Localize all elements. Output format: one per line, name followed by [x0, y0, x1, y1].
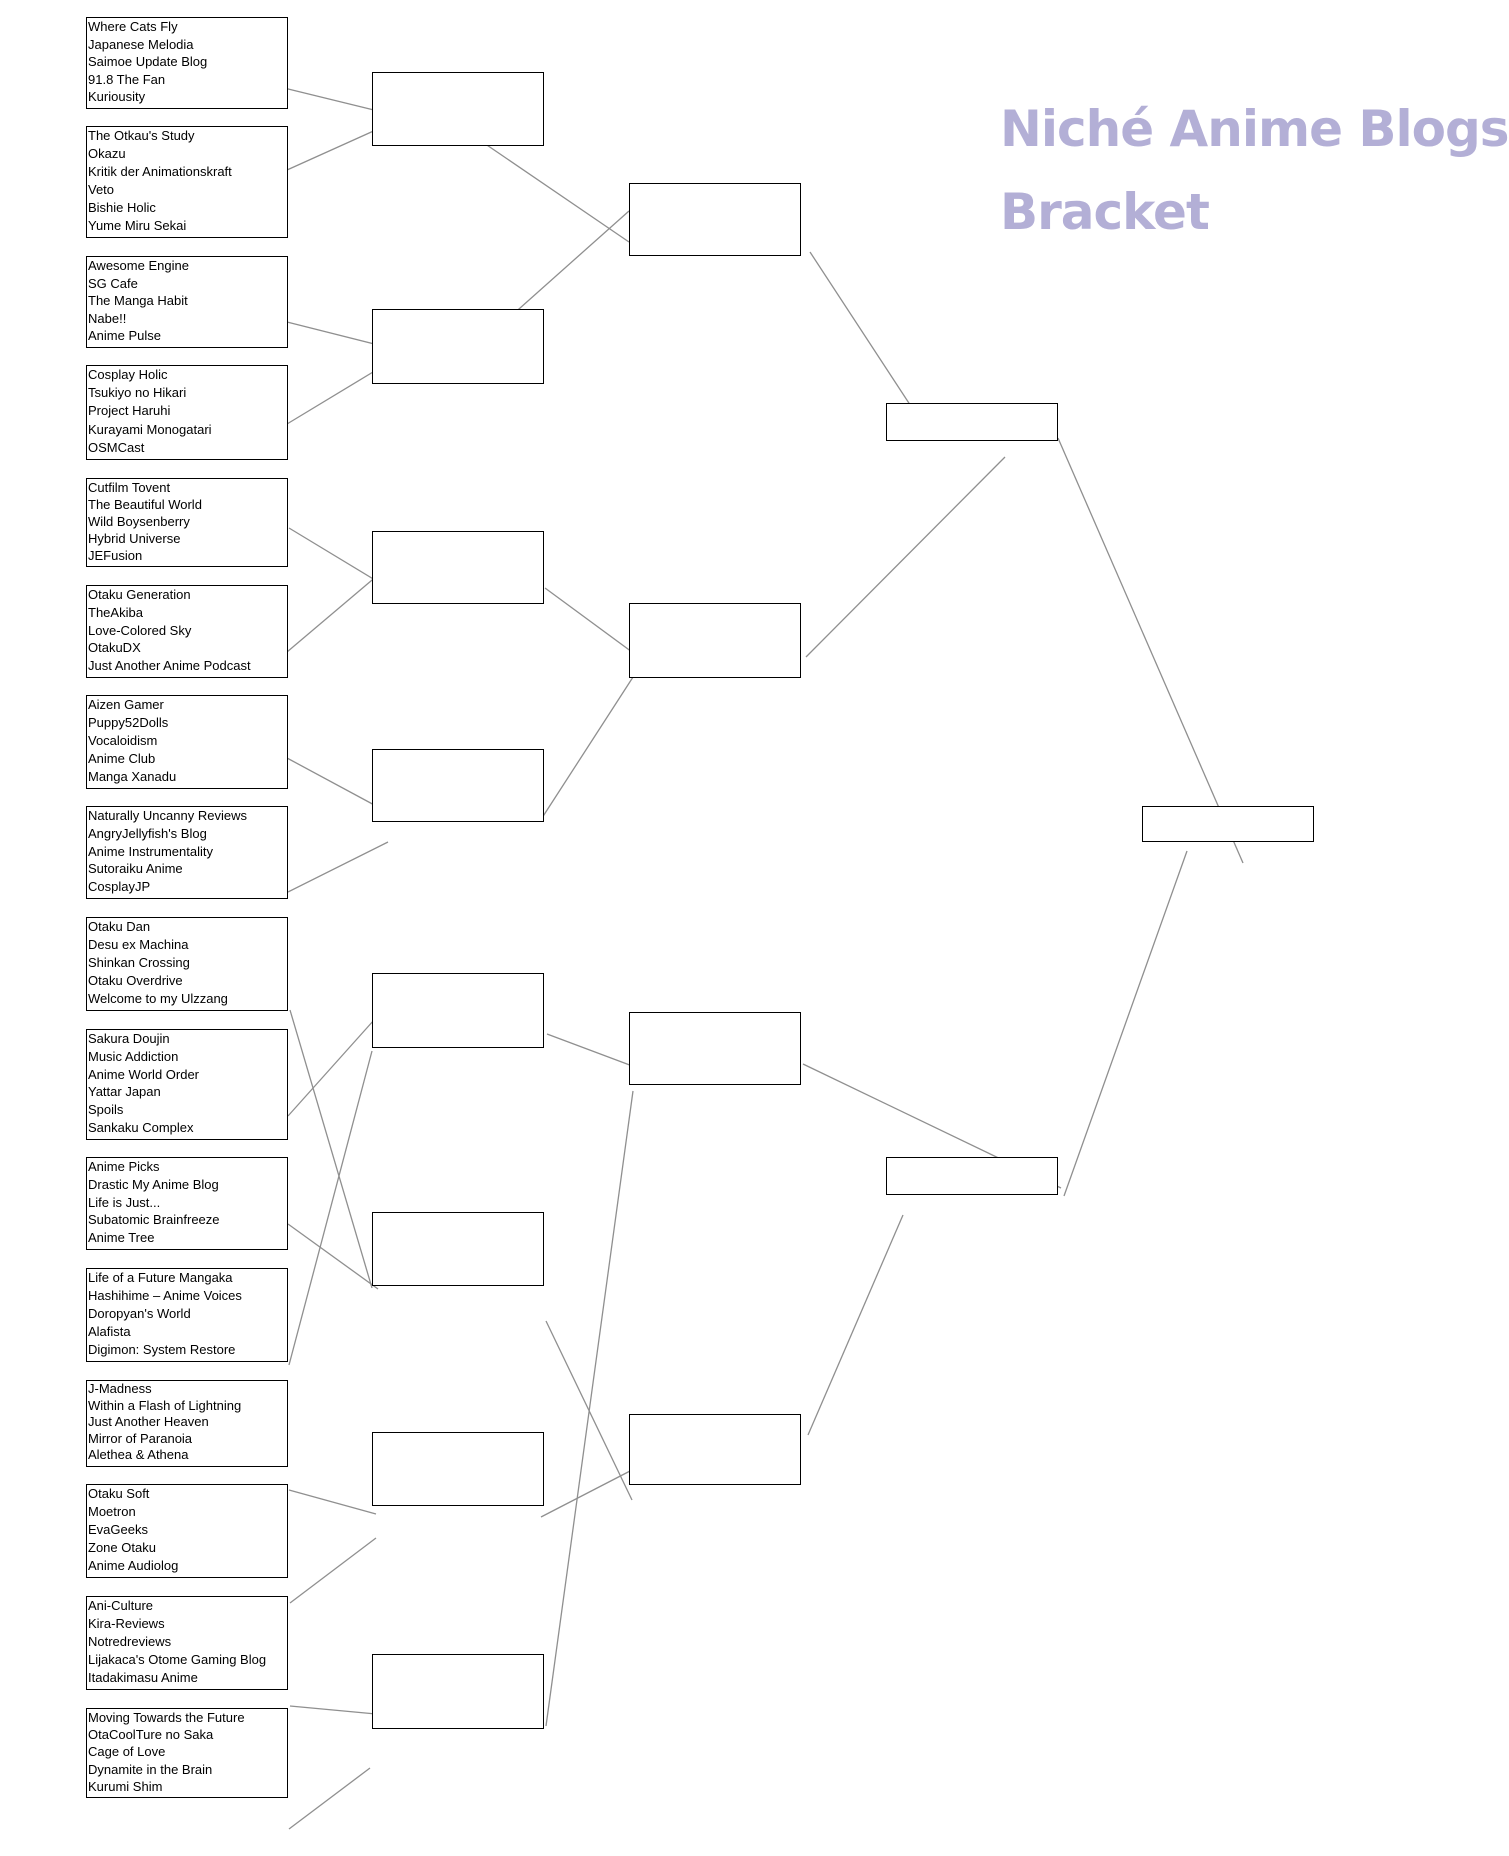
- entrant-name: Where Cats Fly: [88, 19, 178, 34]
- entrant-name: EvaGeeks: [88, 1522, 148, 1537]
- entrant-name: Puppy52Dolls: [88, 715, 169, 730]
- entrant-group: [86, 585, 288, 678]
- entrant-name: Anime World Order: [88, 1066, 200, 1082]
- entrant-name: Drastic My Anime Blog: [88, 1176, 219, 1192]
- connector-line: [290, 1538, 376, 1603]
- connector-line: [287, 129, 378, 170]
- entrant-group: [86, 17, 288, 109]
- entrant-name: Aizen Gamer: [88, 697, 164, 712]
- bracket-slot: [372, 72, 544, 146]
- connector-line: [290, 1706, 376, 1714]
- entrant-name: Just Another Anime Podcast: [88, 658, 251, 674]
- entrant-name: JEFusion: [88, 548, 143, 563]
- bracket-slot: [886, 1157, 1058, 1195]
- entrant-name: Moving Towards the Future: [88, 1710, 245, 1725]
- entrant-name: Life is Just...: [88, 1194, 161, 1210]
- entrant-name: Music Addiction: [88, 1048, 179, 1064]
- entrant-name: Saimoe Update Blog: [88, 54, 208, 70]
- champion-slot: [1142, 806, 1314, 842]
- entrant-name: Otaku Generation: [88, 587, 191, 602]
- entrant-name: Anime Club: [88, 751, 156, 766]
- entrant-name: J-Madness: [88, 1381, 152, 1396]
- entrant-name: Anime Tree: [88, 1230, 155, 1246]
- connector-line: [1064, 851, 1187, 1196]
- entrant-name: Sankaku Complex: [88, 1120, 194, 1136]
- entrant-name: Vocaloidism: [88, 733, 158, 748]
- entrant-name: The Manga Habit: [88, 293, 188, 309]
- entrant-name: Okazu: [88, 146, 126, 161]
- bracket-slot: [886, 403, 1058, 441]
- entrant-name: Wild Boysenberry: [88, 514, 190, 529]
- entrant-name: Doropyan's World: [88, 1306, 191, 1321]
- bracket-title-line-1: Niché Anime Blogs: [1000, 100, 1509, 158]
- entrant-name: Otaku Dan: [88, 919, 151, 934]
- entrant-group: [86, 365, 288, 460]
- entrant-name: Japanese Melodia: [88, 36, 194, 52]
- entrant-name: Project Haruhi: [88, 403, 171, 419]
- entrant-group: [86, 1380, 288, 1467]
- connector-line: [806, 457, 1005, 657]
- bracket-slot: [629, 1012, 801, 1085]
- entrant-name: Cutfilm Tovent: [88, 480, 171, 495]
- entrant-name: Ani-Culture: [88, 1598, 154, 1613]
- entrant-group: [86, 917, 288, 1011]
- entrant-name: Lijakaca's Otome Gaming Blog: [88, 1652, 267, 1667]
- connector-line: [289, 1490, 376, 1514]
- entrant-name: OSMCast: [88, 439, 145, 455]
- entrant-name: Awesome Engine: [88, 258, 189, 273]
- entrant-group: [86, 256, 288, 348]
- bracket-slot: [372, 1212, 544, 1286]
- bracket-slot: [372, 531, 544, 604]
- entrant-name: Alethea & Athena: [88, 1447, 189, 1463]
- bracket-slot: [629, 1414, 801, 1485]
- connector-line: [1058, 438, 1243, 863]
- entrant-group: [86, 478, 288, 567]
- entrant-name: Mirror of Paranoia: [88, 1430, 193, 1446]
- connector-line: [546, 1091, 633, 1726]
- entrant-name: SG Cafe: [88, 275, 138, 291]
- connector-line: [541, 1470, 632, 1517]
- connector-line: [547, 1034, 635, 1067]
- entrant-group: [86, 806, 288, 899]
- entrant-name: Naturally Uncanny Reviews: [88, 808, 247, 823]
- entrant-name: Otaku Soft: [88, 1486, 150, 1501]
- entrant-name: Anime Instrumentality: [88, 843, 213, 859]
- entrant-group: [86, 1708, 288, 1798]
- entrant-name: Tsukiyo no Hikari: [88, 385, 187, 401]
- entrant-name: Hybrid Universe: [88, 531, 181, 546]
- connector-line: [288, 1020, 374, 1116]
- connector-line: [289, 1768, 370, 1829]
- entrant-name: Life of a Future Mangaka: [88, 1270, 233, 1285]
- entrant-name: OtaCoolTure no Saka: [88, 1727, 214, 1743]
- entrant-group: [86, 126, 288, 238]
- connector-line: [287, 369, 378, 424]
- entrant-name: Kuriousity: [88, 89, 146, 105]
- entrant-name: Hashihime – Anime Voices: [88, 1288, 242, 1303]
- entrant-name: Zone Otaku: [88, 1540, 156, 1555]
- entrant-name: Within a Flash of Lightning: [88, 1397, 242, 1413]
- entrant-name: Love-Colored Sky: [88, 622, 192, 638]
- entrant-group: [86, 1484, 288, 1578]
- connector-line: [540, 674, 635, 821]
- entrant-name: TheAkiba: [88, 604, 143, 620]
- entrant-group: [86, 1029, 288, 1140]
- entrant-name: Anime Audiolog: [88, 1558, 179, 1573]
- entrant-name: Subatomic Brainfreeze: [88, 1212, 220, 1228]
- entrant-name: Anime Picks: [88, 1159, 160, 1174]
- bracket-slot: [372, 749, 544, 822]
- connector-line: [280, 87, 378, 111]
- connector-line: [287, 758, 378, 807]
- connector-line: [288, 1224, 378, 1289]
- entrant-group: [86, 1596, 288, 1690]
- entrant-name: Anime Pulse: [88, 328, 161, 344]
- entrant-name: Nabe!!: [88, 310, 127, 326]
- entrant-name: Digimon: System Restore: [88, 1342, 236, 1357]
- entrant-name: Sakura Doujin: [88, 1031, 170, 1046]
- entrant-name: Sutoraiku Anime: [88, 861, 183, 877]
- entrant-name: The Otkau's Study: [88, 128, 195, 143]
- connector-line: [287, 575, 378, 652]
- entrant-group: [86, 695, 288, 789]
- entrant-name: Alafista: [88, 1324, 131, 1339]
- bracket-slot: [372, 309, 544, 384]
- entrant-name: Yattar Japan: [88, 1084, 161, 1100]
- entrant-name: Bishie Holic: [88, 200, 156, 215]
- entrant-name: CosplayJP: [88, 879, 151, 895]
- entrant-name: Cage of Love: [88, 1744, 166, 1760]
- entrant-name: The Beautiful World: [88, 497, 202, 512]
- entrant-name: Desu ex Machina: [88, 937, 189, 952]
- bracket-slot: [372, 1432, 544, 1506]
- entrant-name: Moetron: [88, 1504, 136, 1519]
- entrant-name: Kira-Reviews: [88, 1616, 165, 1631]
- connector-line: [290, 1010, 372, 1288]
- connector-line: [545, 588, 632, 652]
- entrant-name: OtakuDX: [88, 640, 141, 656]
- connector-line: [289, 1051, 372, 1365]
- entrant-name: Itadakimasu Anime: [88, 1670, 198, 1685]
- bracket-slot: [629, 183, 801, 256]
- entrant-name: Just Another Heaven: [88, 1414, 209, 1430]
- connector-line: [810, 252, 920, 420]
- bracket-slot: [372, 1654, 544, 1729]
- entrant-group: [86, 1268, 288, 1362]
- entrant-name: Welcome to my Ulzzang: [88, 991, 228, 1006]
- entrant-name: AngryJellyfish's Blog: [88, 825, 207, 841]
- entrant-group: [86, 1157, 288, 1250]
- entrant-name: Kurayami Monogatari: [88, 421, 212, 437]
- entrant-name: Dynamite in the Brain: [88, 1761, 213, 1777]
- bracket-slot: [629, 603, 801, 678]
- entrant-name: Kurumi Shim: [88, 1778, 163, 1794]
- entrant-name: Otaku Overdrive: [88, 973, 183, 988]
- bracket-slot: [372, 973, 544, 1048]
- entrant-name: Notredreviews: [88, 1634, 172, 1649]
- entrant-name: Veto: [88, 182, 115, 197]
- entrant-name: Cosplay Holic: [88, 367, 168, 382]
- entrant-name: Manga Xanadu: [88, 769, 177, 784]
- bracket-title-line-2: Bracket: [1000, 183, 1209, 241]
- entrant-name: Kritik der Animationskraft: [88, 164, 232, 179]
- connector-line: [288, 842, 388, 892]
- entrant-name: 91.8 The Fan: [88, 71, 166, 87]
- entrant-name: Yume Miru Sekai: [88, 218, 187, 233]
- entrant-name: Shinkan Crossing: [88, 955, 190, 970]
- connector-line: [808, 1215, 903, 1435]
- entrant-name: Spoils: [88, 1102, 124, 1118]
